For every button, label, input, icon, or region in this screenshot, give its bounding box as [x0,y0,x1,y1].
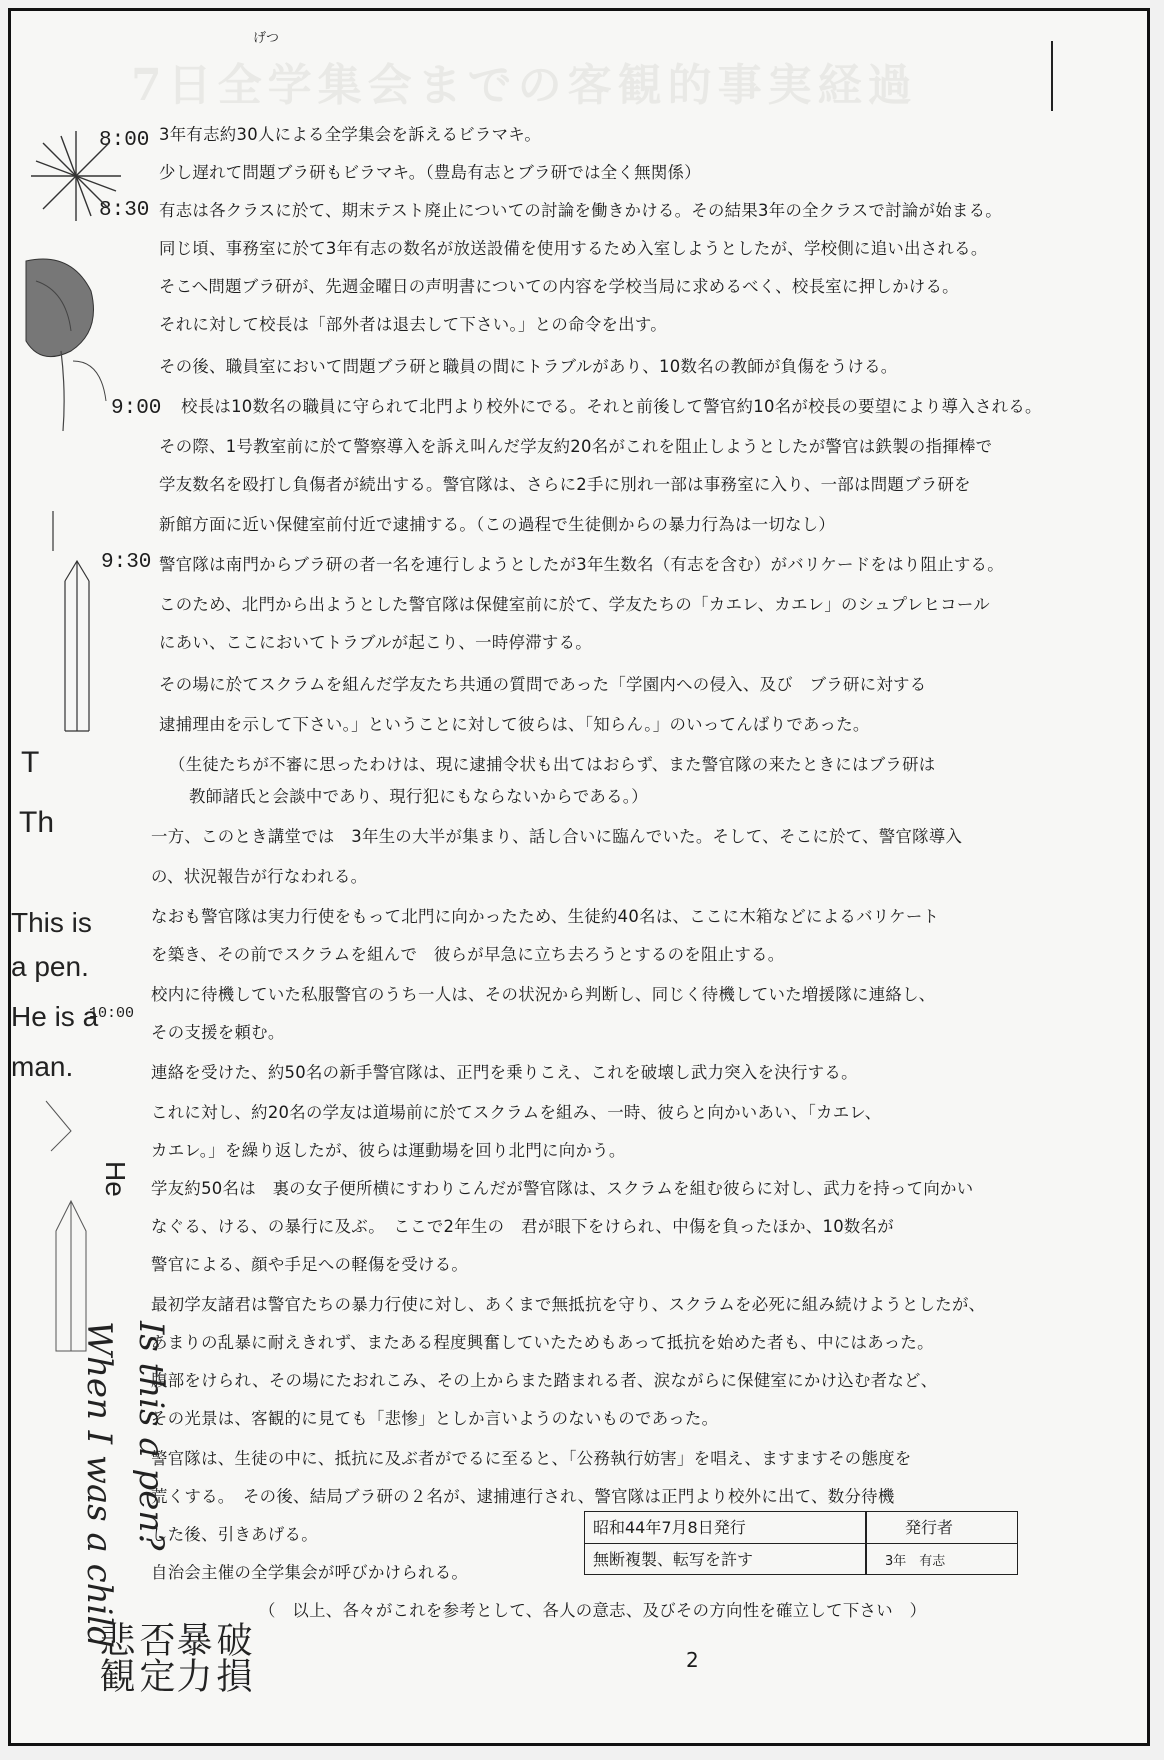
text-line: 荒くする。 その後、結局ブラ研の２名が、逮捕連行され、警官隊は正門より校外に出て、数分待機 [151,1487,895,1506]
text-line: なぐる、ける、の暴行に及ぶ。 ここで2年生の 君が眼下をけられ、中傷を負ったほか、10数名が [151,1217,894,1236]
margin-scribble: Th [19,806,55,839]
vertical-scribble-jp: 否定 [134,1621,175,1693]
vertical-scribble-jp: 破損 [211,1621,252,1693]
text-line: 学友数名を殴打し負傷者が続出する。警官隊は、さらに2手に別れ一部は事務室に入り、一部は問題ブラ研を [159,475,971,494]
pencil-sketch-icon [41,1091,101,1351]
text-line: それに対して校長は「部外者は退去して下さい。」との命令を出す。 [159,315,667,334]
margin-scribble: This is [11,907,92,938]
text-line: このため、北門から出ようとした警官隊は保健室前に於て、学友たちの「カエレ、カエレ」のシュプレヒコール [159,595,990,614]
text-line: あまりの乱暴に耐えきれず、またある程度興奮していたためもあって抵抗を始めた者も、中にはあった。 [151,1333,934,1352]
text-line: 校長は10数名の職員に守られて北門より校外にでる。それと前後して警官約10名が校長の要望により導入される。 [181,397,1042,416]
time-label: 8:00 [99,129,150,152]
text-line: を築き、その前でスクラムを組んで 彼らが早急に立ち去ろうとするのを阻止する。 [151,945,785,964]
stamp-row [585,1512,1017,1543]
text-line: （生徒たちが不審に思ったわけは、現に逮捕令状も出てはおらず、また警官隊の来たときにはブラ研は [169,755,936,774]
text-line: にあい、ここにおいてトラブルが起こり、一時停滞する。 [159,633,592,652]
margin-scribble: T [21,746,40,779]
title-annotation: げつ [253,31,280,46]
stamp-publisher-label: 発行者 [905,1518,954,1537]
text-line: した後、引きあげる。 [151,1525,318,1544]
text-line: 連絡を受けた、約50名の新手警官隊は、正門を乗りこえ、これを破壊し武力突入を決行する。 [151,1063,858,1082]
time-label: 9:30 [101,551,152,574]
vertical-scribble: When I was a child [79,1321,119,1649]
stamp-publisher: 3年 有志 [885,1554,946,1569]
text-line: の、状況報告が行なわれる。 [151,867,368,886]
text-line: その場に於てスクラムを組んだ学友たち共通の質問であった「学園内への侵入、及び ブラ研に対する [159,675,927,694]
text-line: その際、1号教室前に於て警察導入を訴え叫んだ学友約20名がこれを阻止しようとしたが警官は鉄製の指揮棒で [159,437,993,456]
text-line: 校内に待機していた私服警官のうち一人は、その状況から判断し、同じく待機していた増援隊に連絡し、 [151,985,936,1004]
text-line: 一方、このとき講堂では 3年生の大半が集まり、話し合いに臨んでいた。そして、そこに於て、警官隊導入 [151,827,963,846]
time-label: 9:00 [111,397,162,420]
vertical-scribble-jp: 暴力 [171,1621,212,1693]
time-label: 10:00 [89,1005,135,1022]
text-line: その支援を頼む。 [151,1023,285,1042]
text-line: 逮捕理由を示して下さい。」ということに対して彼らは、「知らん。」のいってんばりであった。 [159,715,870,734]
text-line: 最初学友諸君は警官たちの暴力行使に対し、あくまで無抵抗を守り、スクラムを必死に組み続けようとしたが、 [151,1295,986,1314]
text-line: 3年有志約30人による全学集会を訴えるビラマキ。 [159,125,542,144]
title-bracket [1051,41,1053,111]
text-line: 有志は各クラスに於て、期末テスト廃止についての討論を働きかける。その結果3年の全クラスで討論が始まる。 [159,201,1002,220]
text-line: その光景は、客観的に見ても「悲惨」としか言いようのないものであった。 [151,1409,719,1428]
text-line: 警官隊は、生徒の中に、抵抗に及ぶ者がでるに至ると、「公務執行妨害」を唱え、ますますその態度を [151,1449,912,1468]
text-line: そこへ問題ブラ研が、先週金曜日の声明書についての内容を学校当局に求めるべく、校長室に押しかける。 [159,277,959,296]
text-line: これに対し、約20名の学友は道場前に於てスクラムを組み、一時、彼らと向かいあい、「カエレ、 [151,1103,882,1122]
text-line: 同じ頃、事務室に於て3年有志の数名が放送設備を使用するため入室しようとしたが、学校側に追い出される。 [159,239,988,258]
time-label: 8:30 [99,199,150,222]
stamp-date: 昭和44年7月8日発行 [593,1518,746,1537]
text-line: なおも警官隊は実力行使をもって北門に向かったため、生徒約40名は、ここに木箱などによるバリケート [151,907,940,926]
text-line: 腹部をけられ、その場にたおれこみ、その上からまた踏まれる者、涙ながらに保健室にかけ込む者など、 [151,1371,938,1390]
margin-scribble-he: He [100,1161,131,1197]
star-doodle-icon [31,131,121,221]
document-sheet [8,8,1150,1746]
text-line: 教師諸氏と会談中であり、現行犯にもならないからである。） [189,787,648,806]
text-line: その後、職員室において問題ブラ研と職員の間にトラブルがあり、10数名の教師が負傷をうける。 [159,357,898,376]
vertical-scribble-jp: 悲観 [94,1621,135,1693]
text-line: 警官隊は南門からブラ研の者一名を連行しようとしたが3年生数名（有志を含む）がバリケードをはり阻止する。 [159,555,1004,574]
stamp-row [585,1543,1017,1575]
text-line: 警官による、顔や手足への軽傷を受ける。 [151,1255,469,1274]
flower-doodle-icon [11,251,111,431]
page-number: 2 [686,1648,699,1672]
publication-stamp [584,1511,1018,1575]
pencil-doodle-icon [47,491,107,741]
text-line: カエレ。」を繰り返したが、彼らは運動場を回り北門に向かう。 [151,1141,626,1160]
stamp-permission: 無断複製、転写を許す [593,1550,754,1569]
text-line: 学友約50名は 裏の女子便所横にすわりこんだが警官隊は、スクラムを組む彼らに対し、武力を持って向かい [151,1179,974,1198]
document-title: 7日全学集会までの客観的事実経過 [131,60,918,111]
text-line: 自治会主催の全学集会が呼びかけられる。 [151,1563,469,1582]
text-line: 少し遅れて問題ブラ研もビラマキ。（豊島有志とブラ研では全く無関係） [159,163,701,182]
closing-note: （ 以上、各々がこれを参考として、各人の意志、及びその方向性を確立して下さい ） [259,1601,927,1620]
text-line: 新館方面に近い保健室前付近で逮捕する。（この過程で生徒側からの暴力行為は一切なし） [159,515,836,534]
margin-scribble: He is a [11,1001,99,1032]
margin-scribble: man. [11,1051,74,1082]
vertical-scribble: Is this a pen? [131,1321,171,1551]
margin-scribble: a pen. [11,951,89,982]
